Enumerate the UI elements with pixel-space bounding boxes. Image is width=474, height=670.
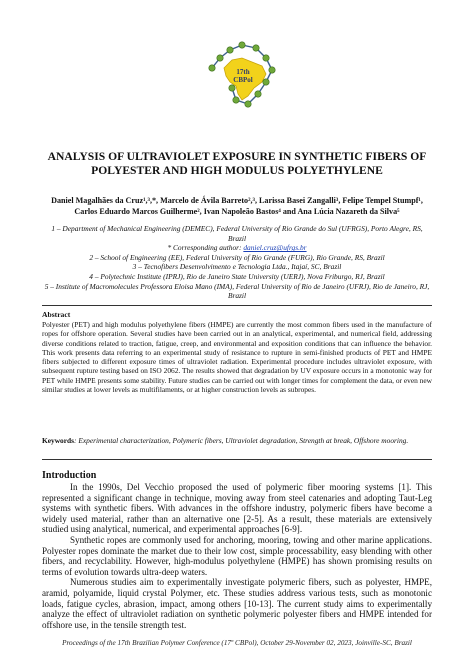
logo-line1: 17th xyxy=(236,68,250,76)
paper-title: ANALYSIS OF ULTRAVIOLET EXPOSURE IN SYNTHETIC FIBERS OF POLYESTER AND HIGH MODULUS POLYETHYLENE xyxy=(47,150,427,177)
corresponding-author xyxy=(44,243,430,253)
introduction-body xyxy=(42,482,432,630)
author-line-1: Daniel Magalhães da Cruz¹,³,*, Marcelo de Ávila Barreto²,³, Larissa Basei Zangalli³, Felipe Tempel Stumpf¹, xyxy=(51,196,423,205)
affiliation-2: 2 – School of Engineering (EE), Federal University of Rio Grande (FURG), Rio Grande, RS, Brazil xyxy=(89,252,385,262)
keywords xyxy=(42,436,432,445)
affiliations xyxy=(44,224,430,301)
intro-paragraph-1: In the 1990s, Del Vecchio proposed the used of polymeric fiber mooring systems [1]. This represented a significant change in technique, moving away from steel catenaries and adopting Taut-Leg systems with synthetic fibers. With advances in the offshore industry, polymeric fibers have become a widely used material, rather than an alternative one [2-5]. As a result, these materials are extensively studied using analytical, numerical, and experimental approaches [6-9]. xyxy=(42,482,432,535)
affiliation-5: 5 – Institute of Macromolecules Professora Eloisa Mano (IMA), Federal University of Rio de Janeiro (UFRJ), Rio de Janeiro, RJ, Brazil xyxy=(44,281,430,301)
keywords-text: : Experimental characterization, Polymeric fibers, Ultraviolet degradation, Strength at break, Offshore mooring. xyxy=(74,436,409,445)
introduction-heading: Introduction xyxy=(42,470,97,481)
logo-line2: CBPol xyxy=(233,76,253,84)
author-list xyxy=(24,195,450,217)
corresponding-email-link[interactable]: daniel.cruz@ufrgs.br xyxy=(243,243,307,253)
abstract-top-divider xyxy=(42,305,432,306)
affiliation-1: 1 – Department of Mechanical Engineering (DEMEC), Federal University of Rio Grande do Sul (UFRGS), Porto Alegre, RS, Brazil xyxy=(51,224,423,243)
page-footer: Proceedings of the 17th Brazilian Polymer Conference (17º CBPol), October 29-November 02, 2023, Joinville-SC, Brazil xyxy=(62,639,412,647)
affiliation-4: 4 – Polytechnic Institute (IPRJ), Rio de Janeiro State University (UERJ), Nova Friburgo, RJ, Brazil xyxy=(89,271,385,281)
intro-paragraph-3: Numerous studies aim to experimentally investigate polymeric fibers, such as polyester, HMPE, aramid, polyamide, liquid crystal Polymer, etc. These studies address various tests, such as monotonic loads, fatigue cycles, abrasion, impact, among others [10-13]. The current study aims to experimentally analyze the effect of ultraviolet radiation on synthetic polymeric polyester fibers and HMPE intended for offshore use, in the tensile strength test. xyxy=(42,577,432,630)
abstract-text: Polyester (PET) and high modulus polyethylene fibers (HMPE) are currently the most common fibers used in the manufacture of ropes for offshore operation. Several studies have been carried out in an analytical, experimental, and numerical field, addressing diverse conditions related to traction, fatigue, creep, and environmental and exposition conditions that can influence the behavior. This work presents data referring to an experimental study of resistance to rupture in semi-finished products of PET and HMPE fibers subjected to different exposure times of ultraviolet radiation. Experimental procedure includes ultraviolet exposure, with subsequent rupture testing based on ISO 2062. The results showed that degradation by UV exposure occurs in a monotonic way for PET while HMPE presents some stability. Future studies can be carried out with longer times for complement the data, or even new similar studies at lower levels as multifilaments, or at higher construction levels as subropes. xyxy=(42,320,432,395)
intro-paragraph-2: Synthetic ropes are commonly used for anchoring, mooring, towing and other marine applications. Polyester ropes dominate the market due to their low cost, simple processability, easy blending with other fibers, and recyclability. However, high-modulus polyethylene (HMPE) has shown promising results on terms of evolution towards ultra-deep waters. xyxy=(42,534,432,577)
affiliation-3: 3 – Tecnofibers Desenvolvimento e Tecnologia Ltda., Itajaí, SC, Brazil xyxy=(132,262,342,272)
corresponding-prefix: * Corresponding author: xyxy=(167,243,244,253)
brazil-map-molecule-logo-icon xyxy=(206,38,280,112)
author-line-2: Carlos Eduardo Marcos Guilherme², Ivan Napoleão Bastos⁴ and Ana Lúcia Nazareth da Silva⁵ xyxy=(74,207,400,216)
keywords-label: Keywords xyxy=(42,436,75,445)
abstract-bottom-divider xyxy=(42,459,432,460)
abstract-heading: Abstract xyxy=(42,310,71,319)
